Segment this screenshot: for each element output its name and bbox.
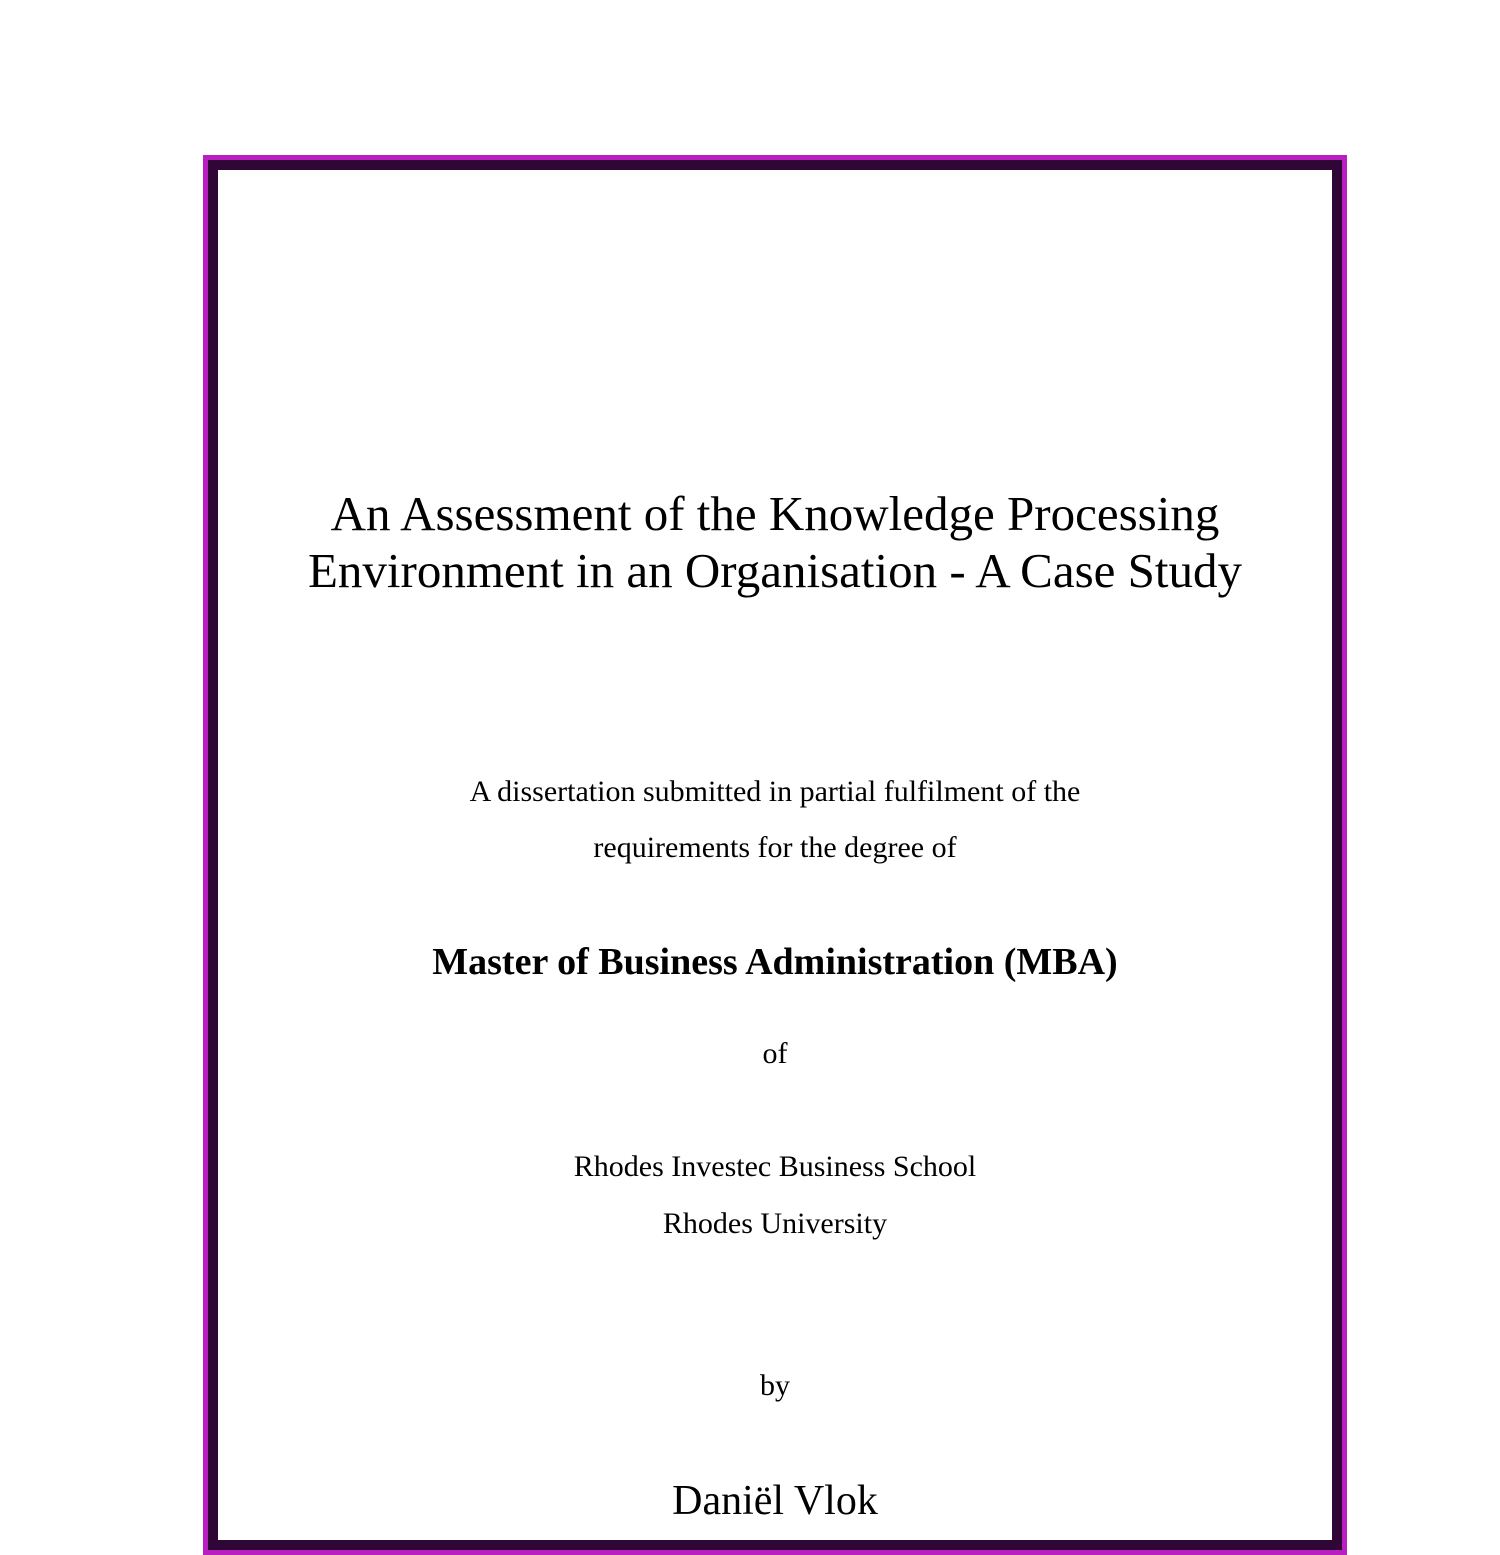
author-name: Daniël Vlok: [672, 1478, 878, 1524]
school-name: Rhodes Investec Business School: [573, 1150, 977, 1183]
title-line-1: An Assessment of the Knowledge Processing: [330, 486, 1220, 541]
submission-line-1: A dissertation submitted in partial fulfilment of the: [469, 775, 1081, 808]
by-label: by: [760, 1369, 790, 1402]
degree-title: Master of Business Administration (MBA): [432, 941, 1118, 983]
title-line-2: Environment in an Organisation - A Case Study: [307, 543, 1243, 598]
of-label: of: [762, 1037, 788, 1070]
university-name: Rhodes University: [662, 1207, 888, 1240]
submission-line-2: requirements for the degree of: [593, 831, 957, 864]
